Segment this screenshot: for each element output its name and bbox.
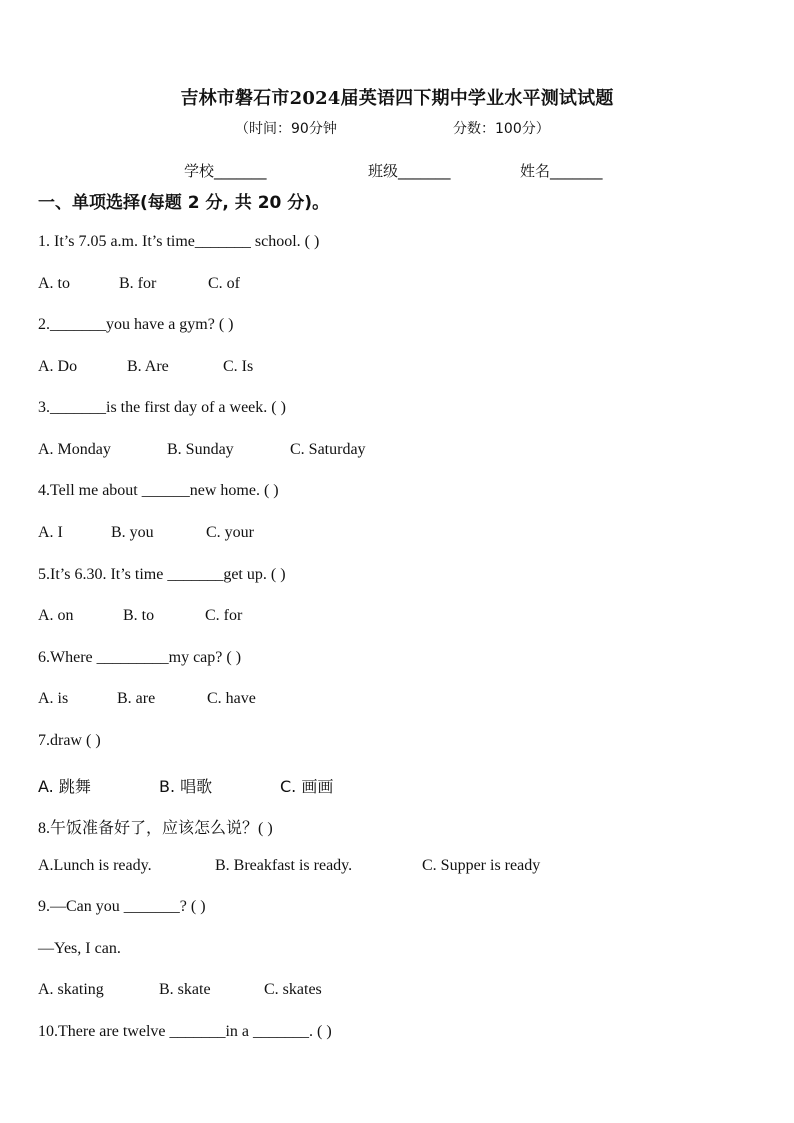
question-4: 4.Tell me about ______new home. ( ) [38, 482, 279, 499]
question-9-answer-line: —Yes, I can. [38, 940, 121, 957]
q6-option-b: B. are [117, 690, 156, 707]
q1-option-c: C. of [208, 275, 240, 292]
question-5: 5.It’s 6.30. It’s time _______get up. ( ) [38, 566, 286, 583]
q9-option-b: B. skate [159, 981, 211, 998]
q4-option-a: A. I [38, 524, 63, 541]
q3-option-b: B. Sunday [167, 441, 234, 458]
question-9: 9.—Can you _______? ( ) [38, 898, 206, 915]
q5-option-b: B. to [123, 607, 155, 624]
q9-option-a: A. skating [38, 981, 104, 998]
q1-option-a: A. to [38, 275, 70, 292]
q4-option-c: C. your [206, 524, 254, 541]
q7-option-b: B. 唱歌 [159, 777, 213, 796]
q6-option-a: A. is [38, 690, 69, 707]
question-3: 3._______is the first day of a week. ( ) [38, 399, 286, 416]
q3-option-a: A. Monday [38, 441, 111, 458]
exam-time: （时间：90分钟 [235, 121, 337, 137]
section-title: 一、单项选择(每题 2 分, 共 20 分)。 [38, 193, 330, 213]
question-6: 6.Where _________my cap? ( ) [38, 649, 242, 666]
q7-option-c: C. 画画 [280, 777, 334, 796]
q9-option-c: C. skates [264, 981, 322, 998]
q4-option-b: B. you [111, 524, 154, 541]
q5-option-c: C. for [205, 607, 243, 624]
q2-option-b: B. Are [127, 358, 169, 375]
class-field: 班级_______ [368, 162, 451, 180]
q2-option-a: A. Do [38, 358, 78, 375]
question-7: 7.draw ( ) [38, 732, 101, 749]
exam-title: 吉林市磐石市2024届英语四下期中学业水平测试试题 [180, 88, 614, 109]
q2-option-c: C. Is [223, 358, 254, 375]
name-field: 姓名_______ [520, 162, 603, 180]
q1-option-b: B. for [119, 275, 157, 292]
q8-option-c: C. Supper is ready [422, 857, 541, 874]
school-field: 学校_______ [184, 162, 267, 180]
q7-option-a: A. 跳舞 [38, 777, 91, 796]
question-1: 1. It’s 7.05 a.m. It’s time_______ school. ( ) [38, 233, 320, 250]
q6-option-c: C. have [207, 690, 256, 707]
exam-score: 分数：100分） [453, 121, 550, 137]
question-8: 8.午饭准备好了，应该怎么说？( ) [38, 820, 273, 837]
q5-option-a: A. on [38, 607, 74, 624]
q8-option-b: B. Breakfast is ready. [215, 857, 353, 874]
question-10: 10.There are twelve _______in a _______. ( ) [38, 1023, 332, 1040]
q3-option-c: C. Saturday [290, 441, 366, 458]
question-2: 2._______you have a gym? ( ) [38, 316, 234, 333]
q8-option-a: A.Lunch is ready. [38, 857, 152, 874]
